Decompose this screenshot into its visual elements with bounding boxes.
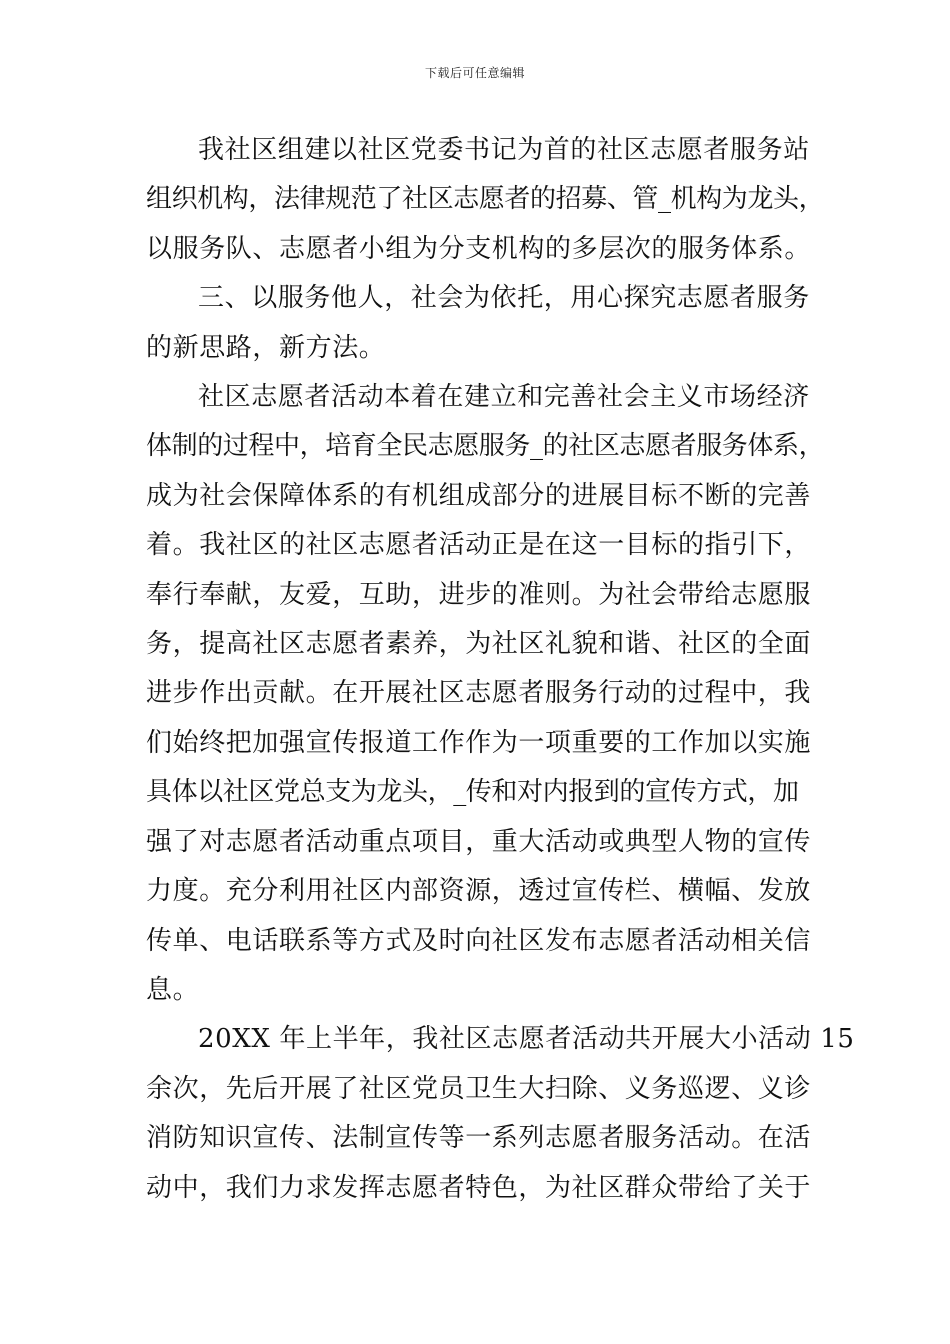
paragraph xyxy=(146,373,825,1015)
text-line: 20XX 年上半年，我社区志愿者活动共开展大小活动 15 xyxy=(198,1024,855,1055)
text-line: 余次，先后开展了社区党员卫生大扫除、义务巡逻、义诊 xyxy=(146,1073,812,1104)
text-line: 着。我社区的社区志愿者活动正是在这一目标的指引下， xyxy=(146,530,812,561)
text-line: 动中，我们力求发挥志愿者特色，为社区群众带给了关于 xyxy=(146,1172,812,1203)
text-line: 息。 xyxy=(146,974,200,1005)
text-line: 传单、电话联系等方式及时向社区发布志愿者活动相关信 xyxy=(146,925,812,956)
text-line: 成为社会保障体系的有机组成部分的进展目标不断的完善 xyxy=(146,480,812,511)
text-line: 具体以社区党总支为龙头，_传和对内报到的宣传方式，加 xyxy=(146,777,799,808)
text-line: 消防知识宣传、法制宣传等一系列志愿者服务活动。在活 xyxy=(146,1123,812,1154)
text-line: 体制的过程中，培育全民志愿服务_的社区志愿者服务体系， xyxy=(146,431,825,462)
text-line: 强了对志愿者活动重点项目，重大活动或典型人物的宣传 xyxy=(146,826,812,857)
text-line: 以服务队、志愿者小组为分支机构的多层次的服务体系。 xyxy=(146,233,812,264)
page-header: 下载后可任意编辑 xyxy=(424,66,525,80)
text-line: 务，提高社区志愿者素养，为社区礼貌和谐、社区的全面 xyxy=(146,629,812,660)
paragraph xyxy=(146,126,825,274)
text-line: 组织机构，法律规范了社区志愿者的招募、管_机构为龙头， xyxy=(146,184,825,215)
text-line: 进步作出贡献。在开展社区志愿者服务行动的过程中，我 xyxy=(146,678,812,709)
paragraph xyxy=(146,274,812,373)
text-line: 力度。充分利用社区内部资源，透过宣传栏、横幅、发放 xyxy=(146,876,812,907)
document-body xyxy=(146,126,855,1213)
text-line: 我社区组建以社区党委书记为首的社区志愿者服务站 xyxy=(198,135,810,165)
text-line: 的新思路，新方法。 xyxy=(146,332,386,363)
paragraph xyxy=(146,1015,855,1213)
text-line: 奉行奉献，友爱，互助，进步的准则。为社会带给志愿服 xyxy=(146,579,812,610)
text-line: 们始终把加强宣传报道工作作为一项重要的工作加以实施 xyxy=(146,727,812,758)
text-line: 三、以服务他人，社会为依托，用心探究志愿者服务 xyxy=(198,283,810,314)
text-line: 社区志愿者活动本着在建立和完善社会主义市场经济 xyxy=(198,382,810,413)
